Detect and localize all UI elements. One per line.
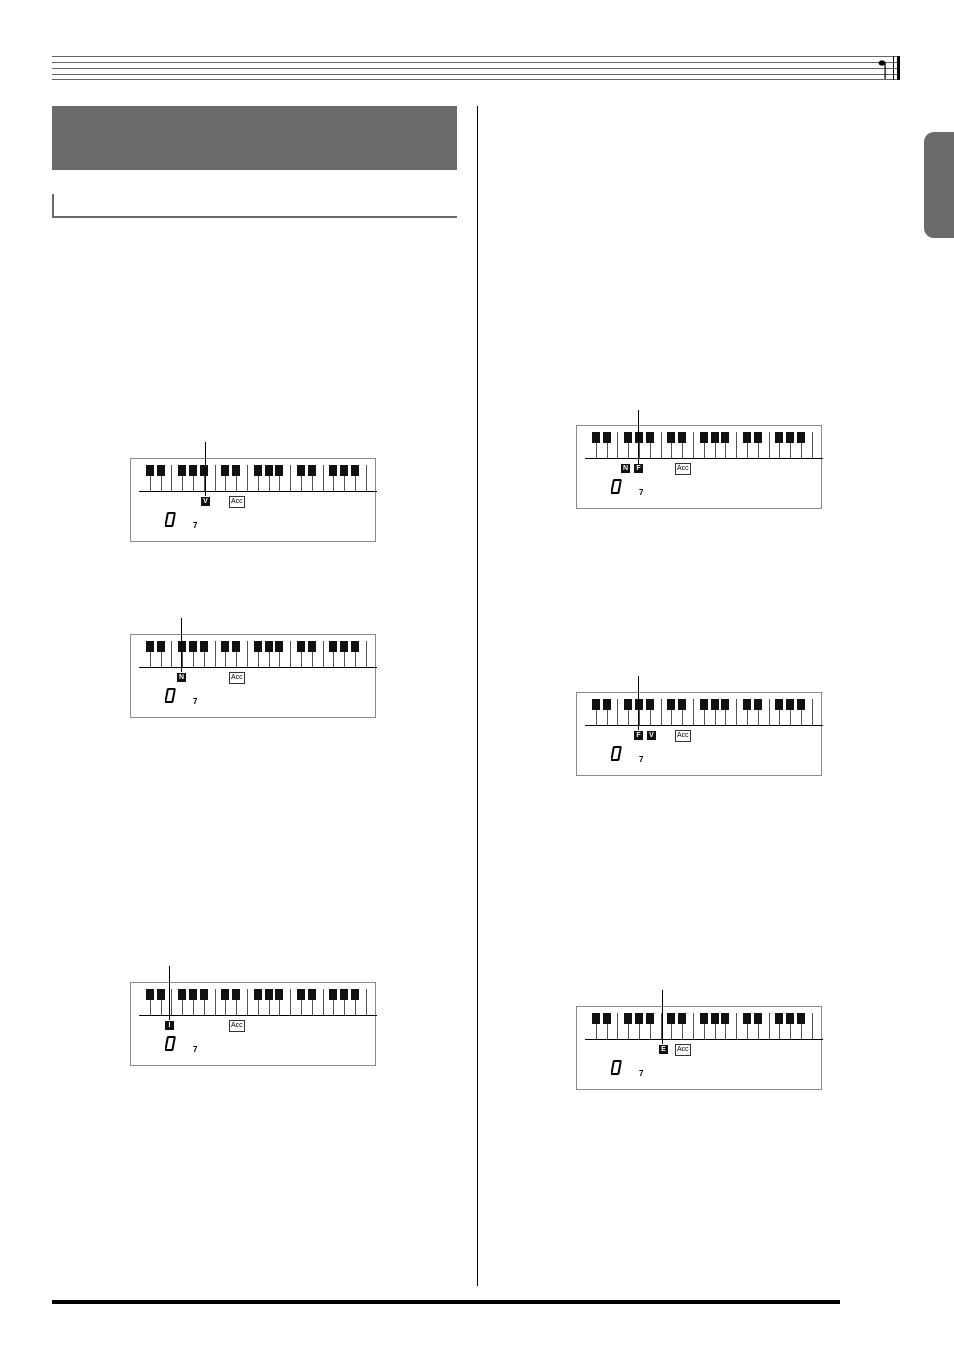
white-key — [812, 432, 823, 458]
black-key — [786, 699, 794, 710]
white-key — [366, 465, 377, 491]
black-key — [221, 641, 229, 652]
black-key — [254, 989, 262, 1000]
black-key — [721, 432, 729, 443]
section-title-bar — [52, 106, 457, 170]
mode-indicator: F — [634, 464, 643, 473]
black-key — [200, 989, 208, 1000]
footer-rule — [52, 1300, 840, 1304]
black-key — [700, 699, 708, 710]
white-key — [366, 989, 377, 1015]
acc-indicator: Acc — [229, 672, 245, 684]
chord-root-digit — [165, 687, 176, 704]
black-key — [711, 432, 719, 443]
chord-suffix: 7 — [193, 521, 198, 530]
acc-indicator: Acc — [675, 463, 691, 475]
black-key — [232, 641, 240, 652]
black-key — [340, 465, 348, 476]
black-key — [254, 465, 262, 476]
lcd-keyboard — [139, 989, 377, 1016]
black-key — [667, 699, 675, 710]
black-key — [297, 989, 305, 1000]
column-divider — [477, 106, 478, 1286]
section-side-tab — [924, 132, 954, 238]
black-key — [667, 1013, 675, 1024]
black-key — [592, 432, 600, 443]
callout-leader-line — [662, 990, 663, 1044]
black-key — [743, 432, 751, 443]
black-key — [275, 641, 283, 652]
black-key — [329, 465, 337, 476]
black-key — [646, 432, 654, 443]
black-key — [635, 432, 643, 443]
lcd-keyboard — [585, 432, 823, 459]
chord-root-digit — [165, 511, 176, 528]
mode-indicator: V — [647, 731, 656, 740]
black-key — [308, 465, 316, 476]
lcd-display — [130, 982, 376, 1066]
black-key — [232, 989, 240, 1000]
black-key — [603, 699, 611, 710]
black-key — [340, 989, 348, 1000]
white-key — [366, 641, 377, 667]
black-key — [265, 989, 273, 1000]
white-key — [812, 1013, 823, 1039]
black-key — [329, 641, 337, 652]
black-key — [711, 1013, 719, 1024]
black-key — [624, 432, 632, 443]
black-key — [189, 465, 197, 476]
black-key — [592, 699, 600, 710]
black-key — [754, 699, 762, 710]
black-key — [646, 699, 654, 710]
black-key — [603, 432, 611, 443]
lcd-display — [576, 692, 822, 776]
black-key — [351, 465, 359, 476]
black-key — [624, 699, 632, 710]
black-key — [146, 989, 154, 1000]
black-key — [200, 641, 208, 652]
black-key — [646, 1013, 654, 1024]
black-key — [329, 989, 337, 1000]
chord-suffix: 7 — [639, 488, 644, 497]
black-key — [157, 641, 165, 652]
black-key — [678, 699, 686, 710]
black-key — [592, 1013, 600, 1024]
black-key — [178, 641, 186, 652]
black-key — [743, 699, 751, 710]
black-key — [667, 432, 675, 443]
mode-indicator: N — [178, 674, 185, 681]
black-key — [157, 989, 165, 1000]
black-key — [308, 989, 316, 1000]
black-key — [797, 1013, 805, 1024]
chord-suffix: 7 — [193, 697, 198, 706]
black-key — [189, 641, 197, 652]
black-key — [351, 989, 359, 1000]
black-key — [786, 1013, 794, 1024]
lcd-keyboard — [139, 641, 377, 668]
black-key — [603, 1013, 611, 1024]
black-key — [624, 1013, 632, 1024]
black-key — [265, 641, 273, 652]
black-key — [340, 641, 348, 652]
lcd-keyboard — [585, 699, 823, 726]
mode-indicator: F — [634, 731, 643, 740]
black-key — [146, 641, 154, 652]
black-key — [297, 641, 305, 652]
black-key — [775, 699, 783, 710]
black-key — [711, 699, 719, 710]
music-staff-header — [52, 56, 900, 80]
black-key — [189, 989, 197, 1000]
lcd-keyboard — [585, 1013, 823, 1040]
lcd-display — [130, 634, 376, 718]
black-key — [678, 1013, 686, 1024]
black-key — [221, 989, 229, 1000]
black-key — [265, 465, 273, 476]
chord-root-digit — [611, 745, 622, 762]
black-key — [275, 989, 283, 1000]
lcd-display — [130, 458, 376, 542]
black-key — [178, 465, 186, 476]
black-key — [721, 699, 729, 710]
black-key — [786, 432, 794, 443]
black-key — [146, 465, 154, 476]
black-key — [743, 1013, 751, 1024]
chord-root-digit — [611, 478, 622, 495]
chord-root-digit — [611, 1059, 622, 1076]
black-key — [797, 432, 805, 443]
callout-leader-line — [181, 618, 182, 672]
callout-leader-line — [638, 676, 639, 730]
black-key — [200, 465, 208, 476]
lcd-keyboard — [139, 465, 377, 492]
black-key — [275, 465, 283, 476]
black-key — [797, 699, 805, 710]
lcd-display — [576, 425, 822, 509]
acc-indicator: Acc — [675, 1044, 691, 1056]
black-key — [754, 432, 762, 443]
chord-root-digit — [165, 1035, 176, 1052]
black-key — [754, 1013, 762, 1024]
white-key — [812, 699, 823, 725]
callout-leader-line — [205, 442, 206, 496]
acc-indicator: Acc — [675, 730, 691, 742]
black-key — [351, 641, 359, 652]
mode-indicator: I — [165, 1021, 174, 1030]
black-key — [157, 465, 165, 476]
chord-suffix: 7 — [639, 755, 644, 764]
acc-indicator: Acc — [229, 1020, 245, 1032]
mode-indicator: V — [201, 497, 210, 506]
black-key — [775, 432, 783, 443]
black-key — [635, 1013, 643, 1024]
music-note-icon — [878, 58, 888, 80]
black-key — [700, 432, 708, 443]
black-key — [297, 465, 305, 476]
chord-suffix: 7 — [639, 1069, 644, 1078]
mode-indicator: E — [659, 1045, 668, 1054]
black-key — [178, 989, 186, 1000]
black-key — [700, 1013, 708, 1024]
lcd-display — [576, 1006, 822, 1090]
subsection-heading — [52, 194, 457, 218]
black-key — [221, 465, 229, 476]
black-key — [775, 1013, 783, 1024]
black-key — [308, 641, 316, 652]
black-key — [678, 432, 686, 443]
black-key — [232, 465, 240, 476]
acc-indicator: Acc — [229, 496, 245, 508]
callout-leader-line — [169, 966, 170, 1020]
mode-indicator: N — [622, 465, 629, 472]
black-key — [635, 699, 643, 710]
black-key — [254, 641, 262, 652]
chord-suffix: 7 — [193, 1045, 198, 1054]
black-key — [721, 1013, 729, 1024]
callout-leader-line — [638, 410, 639, 464]
